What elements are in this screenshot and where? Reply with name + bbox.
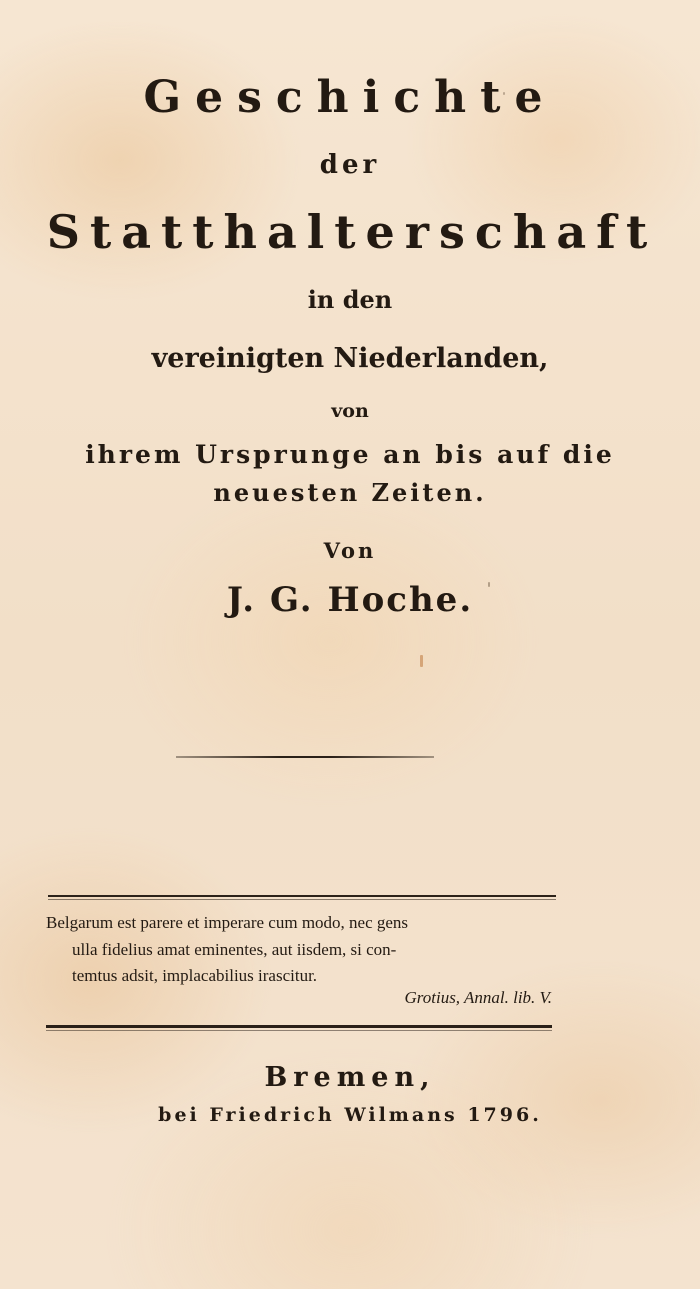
imprint-city: Bremen, bbox=[264, 1062, 436, 1093]
paper-speck bbox=[503, 92, 505, 95]
author-prefix: Von bbox=[323, 538, 377, 563]
title-line-niederlanden: vereinigten Niederlanden, bbox=[151, 343, 549, 374]
paper-speck bbox=[420, 655, 423, 667]
title-line-geschichte: Geschichte bbox=[143, 72, 557, 123]
title-line-statthalterschaft: Statthalterschaft bbox=[46, 205, 658, 259]
title-line-ursprunge: ihrem Ursprunge an bis auf die bbox=[85, 440, 615, 469]
motto-top-rule-thin bbox=[48, 899, 556, 900]
motto-bottom-rule bbox=[46, 1025, 552, 1028]
author-name: J. G. Hoche. bbox=[226, 580, 474, 620]
motto-line-3: temtus adsit, implacabilius irascitur. bbox=[72, 966, 318, 985]
title-line-in-den: in den bbox=[307, 285, 393, 314]
motto-line-1: Belgarum est parere et imperare cum modo, nec gens bbox=[46, 913, 409, 932]
title-line-von: von bbox=[331, 400, 369, 422]
title-line-zeiten: neuesten Zeiten. bbox=[213, 478, 487, 507]
title-line-der: der bbox=[319, 150, 381, 180]
motto-attribution: Grotius, Annal. lib. V. bbox=[404, 988, 552, 1007]
imprint-publisher: bei Friedrich Wilmans 1796. bbox=[158, 1104, 542, 1126]
motto-bottom-rule-thin bbox=[46, 1030, 552, 1031]
ornamental-divider bbox=[176, 756, 434, 758]
paper-speck bbox=[488, 582, 490, 587]
motto-top-rule bbox=[48, 895, 556, 897]
motto-line-2: ulla fidelius amat eminentes, aut iisdem, si con- bbox=[72, 940, 397, 959]
